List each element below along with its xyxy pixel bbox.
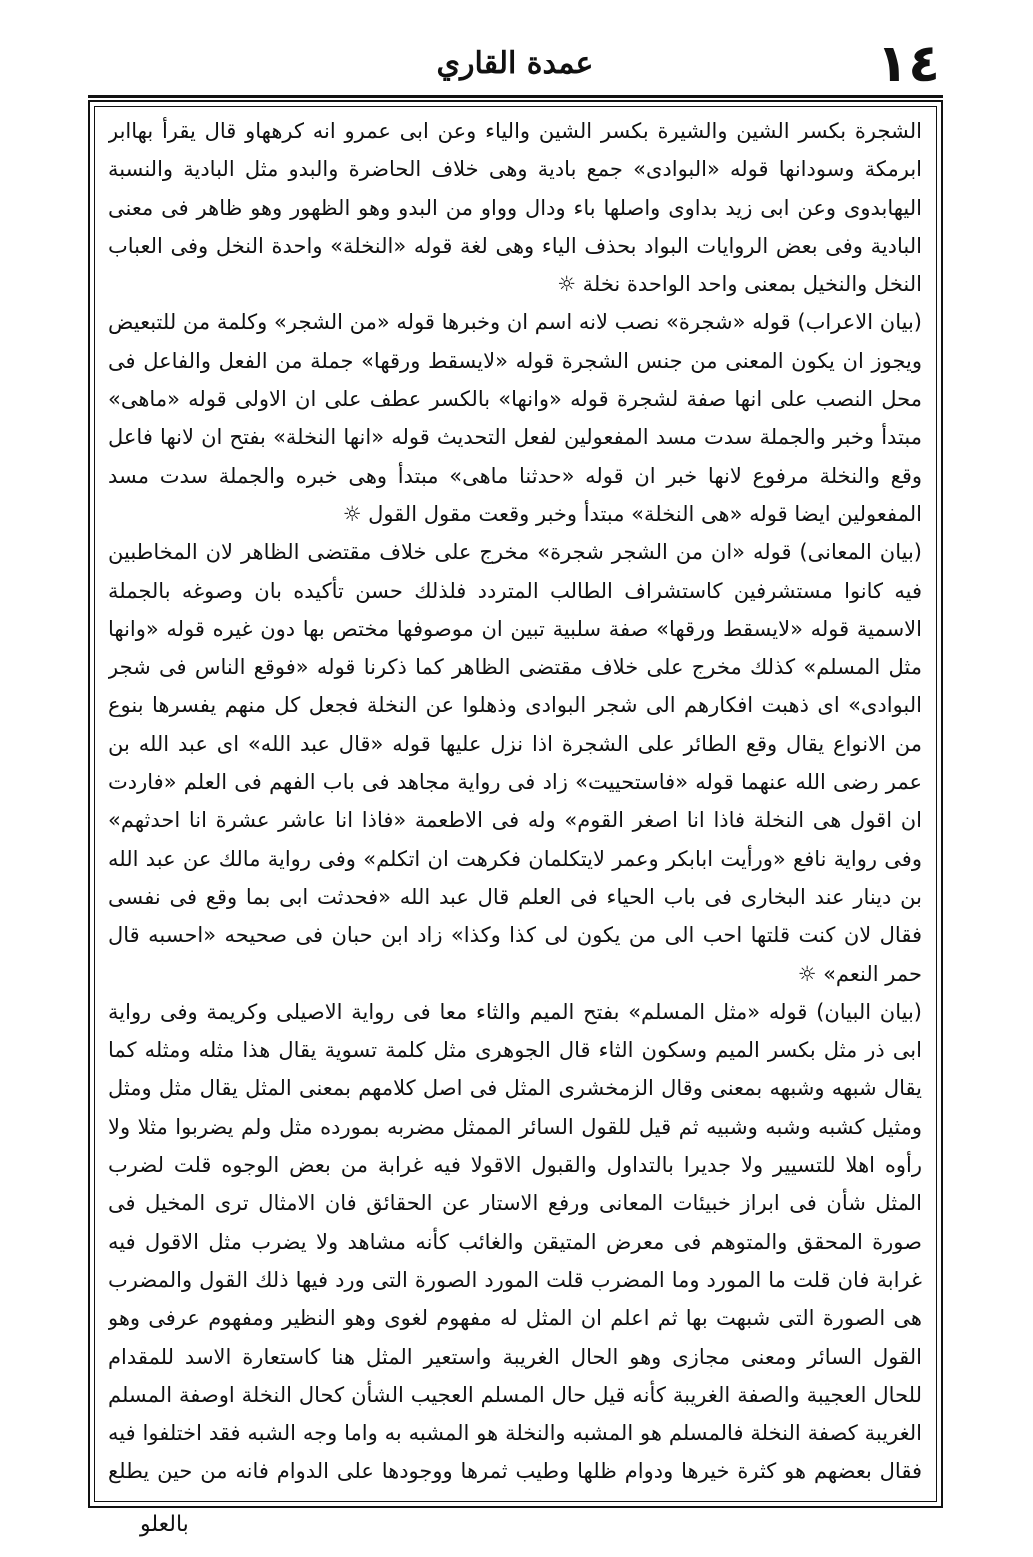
paragraph-grammatical-analysis: (بيان الاعراب) قوله «شجرة» نصب لانه اسم ان وخبرها قوله «من الشجر» وكلمة من للتبعيض ويجوز ان يكون المعنى من جنس الشجرة قوله «لايسقط ورقها» جملة من الفعل والفاعل فى محل النصب على انها صفة لشجرة قوله «وانها» بالكسر عطف على ان الاولى قوله «ماهى» مبتدأ وخبر والجملة سدت مسد المفعولين لفعل التحديث قوله «انها النخلة» بفتح ان لانها فاعل وقع والنخلة مرفوع لانها خبر ان قوله «حدثنا ماهى» مبتدأ وهى خبره والجملة سدت مسد المفعولين ايضا قوله «هى النخلة» مبتدأ وخبر وقعت مقول القول ☼ [108, 310, 922, 526]
page-header [90, 34, 940, 94]
header-rule [88, 95, 943, 98]
main-text-body [108, 112, 922, 1492]
paragraph-meanings: (بيان المعانى) قوله «ان من الشجر شجرة» مخرج على خلاف مقتضى الظاهر لان المخاطبين فيه كانوا مستشرفين كاستشراف الطالب المتردد فلذلك حسن تأكيده بان وصوغه بالجملة الاسمية قوله «لايسقط ورقها» صفة سلبية تبين ان موصوفها مختص بها دون غيره قوله «وانها مثل المسلم» كذلك مخرج على خلاف مقتضى الظاهر كما ذكرنا قوله «فوقع الناس فى شجر البوادى» اى ذهبت افكارهم الى شجر البوادى وذهلوا عن النخلة فجعل كل منهم يفسرها بنوع من الانواع يقال وقع الطائر على الشجرة اذا نزل عليها قوله «قال عبد الله» اى عبد الله بن عمر رضى الله عنهما قوله «فاستحييت» زاد فى رواية مجاهد فى باب الفهم فى العلم «فاردت ان اقول هى النخلة فاذا انا اصغر القوم» وله فى الاطعمة «فاذا انا عاشر عشرة انا احدثهم» وفى رواية نافع «ورأيت ابابكر وعمر لايتكلمان فكرهت ان اتكلم» وفى رواية مالك عن عبد الله بن دينار عند البخارى فى باب الحياء فى العلم قال عبد الله «فحدثت ابى بما وقع فى نفسى فقال لان كنت قلتها احب الى من يكون لى كذا وكذا» زاد ابن حبان فى صحيحه «احسبه قال حمر النعم» ☼ [108, 540, 922, 986]
catchword: بالعلو [140, 1512, 189, 1537]
running-title: عمدة القاري [436, 46, 594, 81]
page-number: ١٤ [876, 34, 940, 94]
paragraph-rhetoric: (بيان البيان) قوله «مثل المسلم» بفتح الميم والثاء معا فى رواية الاصيلى وكريمة وفى رواية ابى ذر مثل بكسر الميم وسكون الثاء قال الجوهرى مثل كلمة تسوية يقال هذا مثله ومثله كما يقال شبهه وشبهه بمعنى وقال الزمخشرى المثل فى اصل كلامهم بمعنى المثل يقال مثل ومثل ومثيل كشبه وشبه وشبيه ثم قيل للقول السائر الممثل مضربه بمورده مثل ولم يضربوا مثلا ولا رأوه اهلا للتسيير ولا جديرا بالتداول والقبول الاقولا فيه غرابة من بعض الوجوه قلت لضرب المثل شأن فى ابراز خبيئات المعانى ورفع الاستار عن الحقائق فان الامثال ترى المخيل فى صورة المحقق والمتوهم فى معرض المتيقن والغائب كأنه مشاهد ولا يضرب مثل الاقول فيه غرابة فان قلت ما المورد وما المضرب قلت المورد الصورة التى ورد فيها ذلك القول والمضرب هى الصورة التى شبهت بها ثم اعلم ان المثل له مفهوم لغوى وهو النظير ومفهوم عرفى وهو القول السائر ومعنى مجازى وهو الحال الغريبة واستعير المثل هنا كاستعارة الاسد للمقدام للحال العجيبة والصفة الغريبة كأنه قيل حال المسلم العجيب الشأن كحال النخلة اوصفة المسلم الغريبة كصفة النخلة فالمسلم هو المشبه والنخلة هو المشبه به واما وجه الشبه فقد اختلفوا فيه فقال بعضهم هو كثرة خيرها ودوام ظلها وطيب ثمرها ووجودها على الدوام فانه من حين يطلع [108, 999, 922, 1484]
paragraph-lexical-notes: الشجرة بكسر الشين والشيرة بكسر الشين والياء وعن ابى عمرو انه كرههاو قال يقرأ بهاابر ابرمكة وسودانها قوله «البوادى» جمع بادية وهى خلاف الحاضرة والبدو مثل البادية والنسبة اليهابدوى وعن ابى زيد بداوى واصلها باء ودال وواو من البدو وهو الظهور وهو ظاهر فى معنى البادية وفى بعض الروايات البواد بحذف الياء وهى لغة قوله «النخلة» واحدة النخل وفى العباب النخل والنخيل بمعنى واحد الواحدة نخلة ☼ [108, 119, 922, 297]
